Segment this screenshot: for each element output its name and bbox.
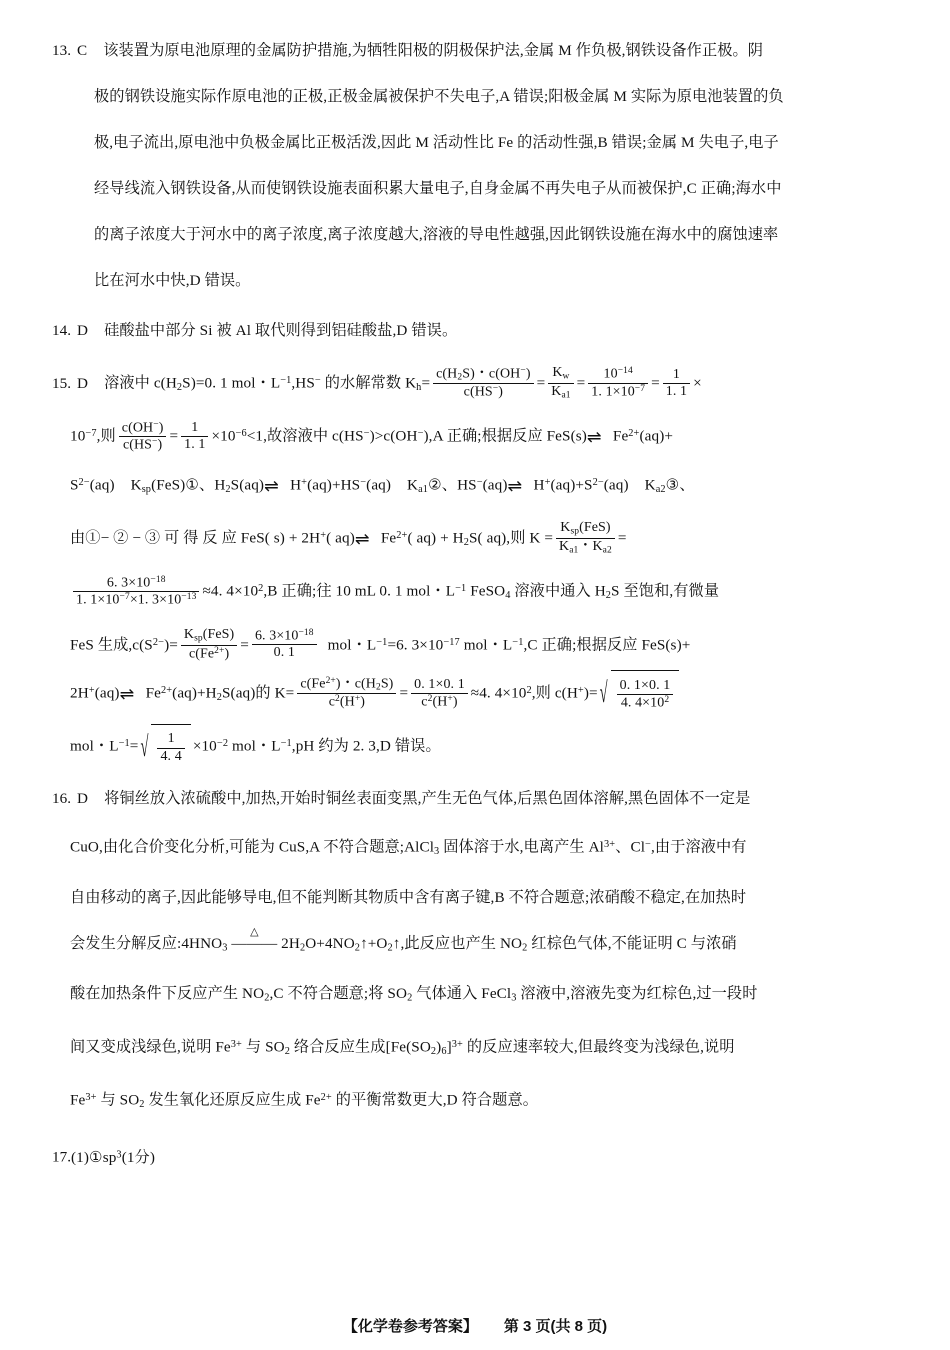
question-block-14 bbox=[52, 308, 898, 354]
question-block-16 bbox=[52, 776, 898, 1129]
question-block-15 bbox=[52, 358, 898, 772]
q16-line-7: $Fe^{3+}$ 与 $SO_2$ 发生氧化还原反应生成 $Fe^{2+}$ 的平衡常数更大,D 符合题意。 bbox=[70, 1091, 539, 1111]
q16-label: 16. D bbox=[52, 789, 89, 807]
q14-line-1: 14. D 硅酸盐中部分 Si 被 Al 取代则得到铝硅酸盐,D 错误。 bbox=[52, 322, 458, 339]
q13-line-3: 极,电子流出,原电池中负极金属比正极活泼,因此 M 活动性比 Fe 的活动性强,B 错误;金属 M 失电子,电子 bbox=[94, 134, 779, 151]
q15-label: 15. D bbox=[52, 374, 89, 392]
q16-line-4: 会发生分解反应$:4HNO_3$ △ ——— $2H_2O+4NO_2↑+O_2↑$,此反应也产生 $NO_2$ 红棕色气体,不能证明 C 与浓硝 bbox=[70, 926, 737, 954]
footer-title: 【化学卷参考答案】 bbox=[342, 1318, 478, 1335]
q15-line-2: $10^{-7}$,则 $\frac{c(OH^-)}{c(HS^-)}$ = $\frac{1}{1. 1}$ $\times 10^{-6}<1$,故溶液中 c(HS−)>c(OH−),A 正确;根据反应 FeS(s) ⇌ $Fe^{2+}(aq)+$ bbox=[52, 411, 898, 460]
q13-line-4: 经导线流入钢铁设备,从而使钢铁设施表面积累大量电子,自身金属不再失电子从而被保护,C 正确;海水中 bbox=[94, 180, 782, 197]
q17-label: 17. bbox=[52, 1148, 71, 1166]
q15-line-3: $S^{2-}(aq)$ $K_{sp}(FeS)①$、$H_2S(aq)$ ⇌ H+(aq)+HS−(aq) $K_{a1}②$、HS−(aq) ⇌ $H^+(aq)+S^{2-}(aq)$ $K_{a2}③$、 bbox=[52, 460, 898, 513]
q13-line-5: 的离子浓度大于河水中的离子浓度,离子浓度越大,溶液的导电性越强,因此钢铁设施在海水中的腐蚀速率 bbox=[94, 226, 779, 243]
question-block-13 bbox=[52, 28, 898, 304]
q15-line-4: 由①− ② − ③ 可 得 反 应 FeS( s) + 2H+( aq) ⇌ $Fe^{2+}$( $aq) + H_2S$( aq),则 K = $\frac{K_{sp}(FeS)}{K_{a1}・K_{a2}}$ = bbox=[52, 513, 898, 566]
footer-page-number: 第 3 页(共 8 页) bbox=[503, 1318, 608, 1335]
q14-label: 14. D bbox=[52, 322, 89, 339]
q13-line-1: 13. C 该装置为原电池原理的金属防护措施,为牺牲阳极的阴极保护法,金属 M 作负极,钢铁设备作正极。阴 bbox=[52, 42, 764, 59]
q16-line-5: 酸在加热条件下反应产生 $NO_2,C$ 不符合题意;将 $SO_2$ 气体通入 FeCl$_3$ 溶液中,溶液先变为红棕色,过一段时 bbox=[70, 985, 758, 1004]
q13-line-2: 极的钢铁设施实际作原电池的正极,正极金属被保护不失电子,A 错误;阳极金属 M 实际为原电池装置的负 bbox=[94, 88, 784, 105]
question-block-17 bbox=[52, 1132, 898, 1181]
q15-line-7: 2H+(aq) ⇌ $Fe^{2+}(aq)+H_2S(aq)$的 K= $\frac{c(Fe^{2+})・c(H_2S)}{c^2(H^+)}$ = $\frac{0. 1\times 0. 1}{c^2(H^+)}$ ≈4. $4\times 10^2$,则 c(H+)= √ $\frac{0. 1\times 0. 1}{4. 4\times 10^2}$ bbox=[52, 668, 898, 721]
q16-line-3: 自由移动的离子,因此能够导电,但不能判断其物质中含有离子键,B 不符合题意;浓硝酸不稳定,在加热时 bbox=[70, 888, 747, 906]
q15-line-1: 15. D 溶液中 $c(H_2S)=0$. 1 mol・$L^{-1},HS^-$ 的水解常数 $K_h=$ $\frac{c(H_2S)・c(OH^-)}{c(HS^-)}$ = $\frac{K_w}{K_{a1}}$ = $\frac{10^{-14}}{1. 1\times 10^{-7}}$ = $\frac{1}{1. 1}$ × bbox=[52, 365, 702, 401]
q15-line-5: $\frac{6. 3\times 10^{-18}}{1. 1\times 10^{-7}\times 1. 3\times 10^{-13}}$ ≈4. $4\times 10^2,B$ 正确;往 10 mL 0. 1 mol・$L^{-1}$ FeSO$_4$ 溶液中通入 $H_2S$ 至饱和,有微量 bbox=[52, 566, 898, 619]
q13-line-6: 比在河水中快,D 错误。 bbox=[94, 272, 251, 289]
q16-line-1: 16. D 将铜丝放入浓硫酸中,加热,开始时铜丝表面变黑,产生无色气体,后黑色固体溶解,黑色固体不一定是 bbox=[52, 789, 751, 807]
q17-line-1: $17.(1)①sp^3(1$分) bbox=[52, 1148, 155, 1166]
q13-label: 13. C bbox=[52, 42, 88, 59]
q15-line-6: FeS 生成$,c(S^{2-})=$ $\frac{K_{sp}(FeS)}{c(Fe^{2+})}$ = $\frac{6. 3\times 10^{-18}}{0. 1}$ mol・$L^{-1}=6$. $3\times 10^{-17}$ mol・$L^{-1},C$ 正确;根据反应 FeS(s)+ bbox=[70, 627, 691, 661]
page-footer bbox=[0, 1315, 950, 1336]
q16-line-2: CuO,由化合价变化分析,可能为 CuS,A 不符合题意;AlCl$_3$ 固体溶于水,电离产生 $Al^{3+}$、Cl−,由于溶液中有 bbox=[70, 838, 747, 857]
q16-line-6: 间又变成浅绿色,说明 $Fe^{3+}$ 与 $SO_2$ 络合反应生成$[Fe(SO_2)_6]^{3+}$ 的反应速率较大,但最终变为浅绿色,说明 bbox=[70, 1038, 735, 1058]
q15-line-8: mol・$L^{-1}=$ √ $\frac{1}{4. 4}$ $\times 10^{-2}$ mol・$L^{-1},pH$ 约为 2. 3,D 错误。 bbox=[52, 721, 898, 771]
